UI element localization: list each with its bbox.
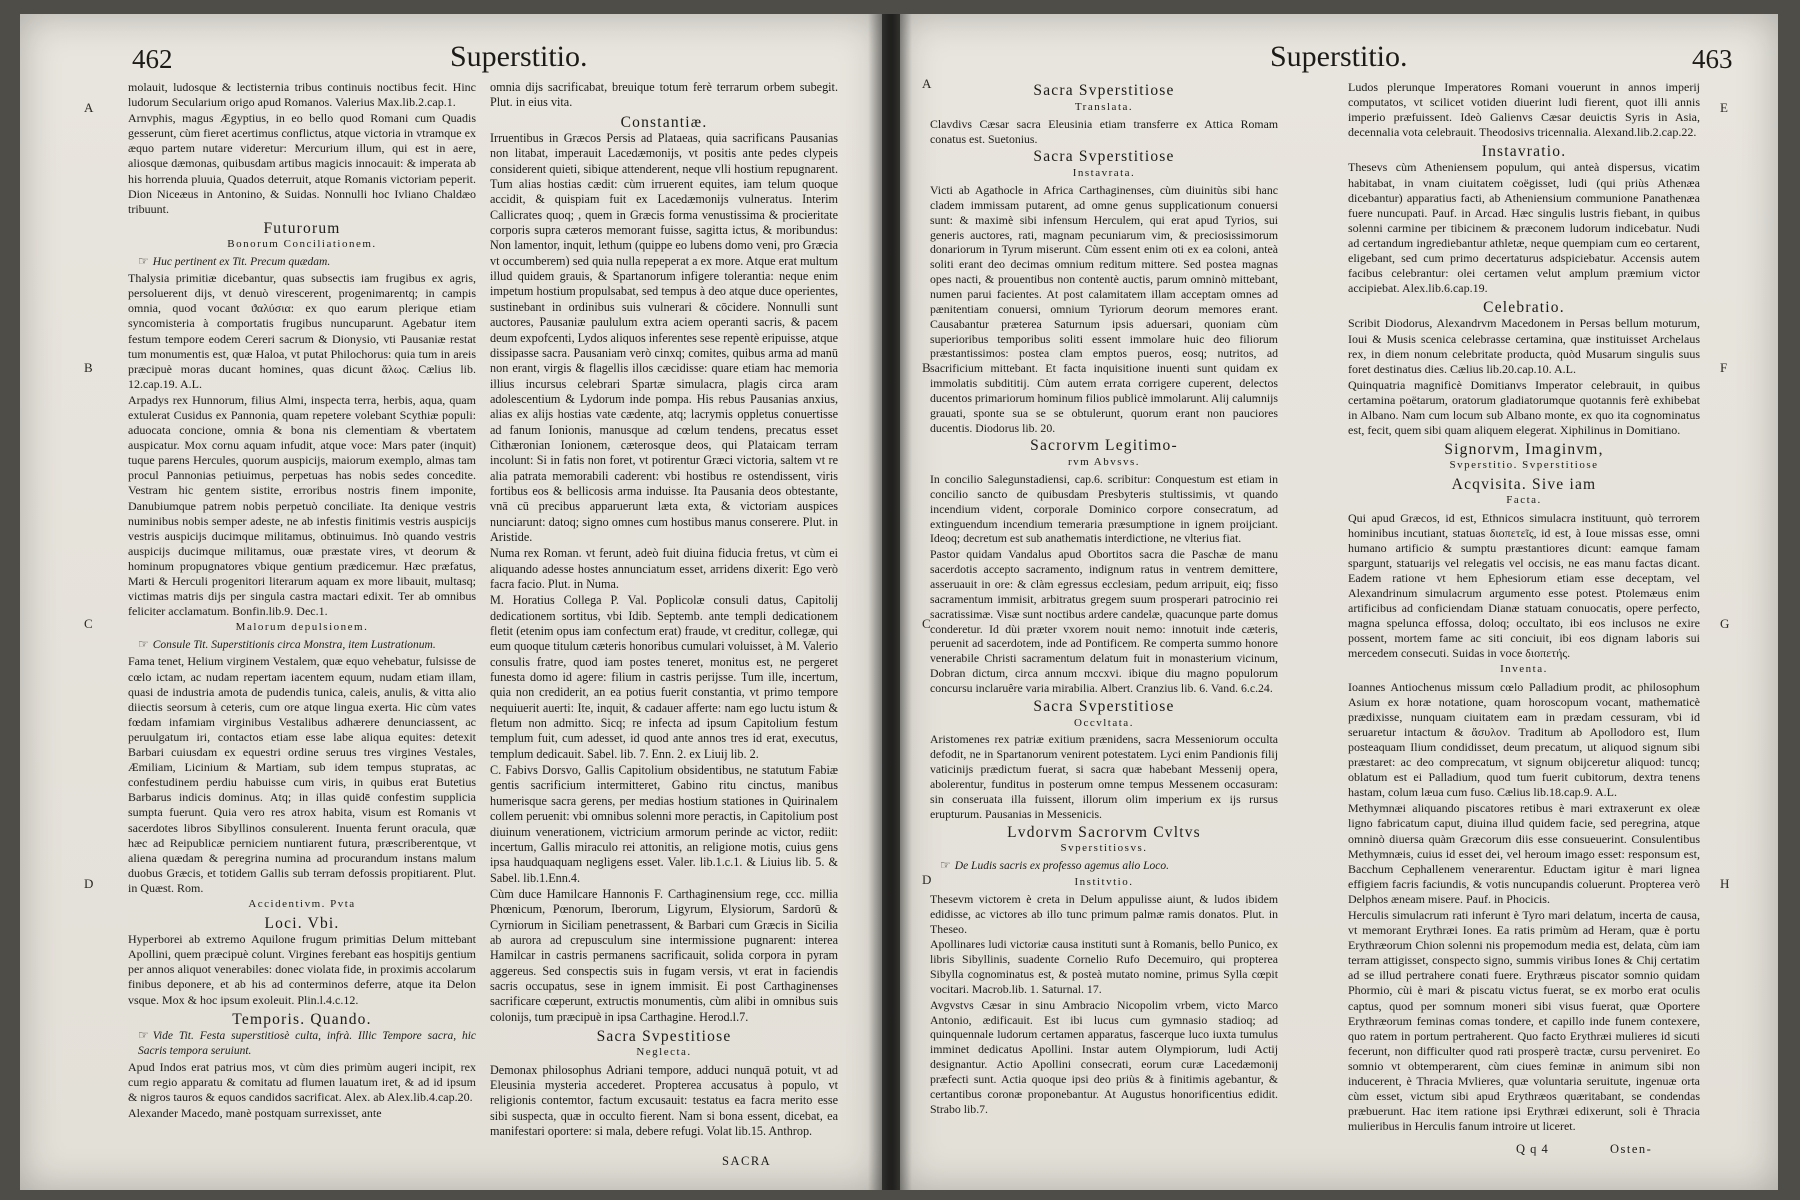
left-column-2 [490, 80, 838, 1140]
paragraph: Irruentibus in Græcos Persis ad Plataeas, quia sacrificans Pausanias non litabat, imperauit Lacedæmonijs, vt positis ante pedes clypeis considerent quieti, sibique attenderent, neque vlli hostium repugnarent. Tum alias hostias cædit: cùm irruerent equites, iam telum quoque accidit, & quispiam fuit ex Lacedæmonijs vulneratus. Interim Callicrates quoq; , quem in Græcis forma venustissima & procieritate corporis supra cæteros memorant fuisse, sagitta ictus, & moribundus: Non lamentor, inquit, lethum (quippe eo lubens domo veni, pro Græcia vt occumberem) sed quia nulla repeperat a ex more. Atque erat multum illud quidem grauis, & Spartanorum infigere tolerantia: neque enim impetum hostium propulsabat, sed tempus à deo atque duce operientes, sustinebant in ordinibus suis vulnerari & cōcidere. Nonnulli sunt auctores, Pausaniæ paululum extra aciem operanti sacris, & pacem deum expofcenti, Lydos aliquos inferentes sese repentè eripuisse, atque dissipasse sacra. Pausaniam verò cinxq; comites, quibus arma ad manū non erant, virgis & flagellis illos cæcidisse: quare etiam hac memoria illius incursus celebrari Spartæ simulacra, plagis circa aram adolescentium & Lydorum inde pompa. His rebus Pausanias anxius, alias ex alijs hostias vate cædente, atq; lacrymis oppletus conuertisse ad fanum Ionionis, manusque ad cœlum tendens, precatus esset Cithæronian Ionionem, cæterosque deos, qui Plataicam terram incolunt: Si in fatis non foret, vt potirentur Græci victoria, saltem vt re alia patrata memorabili caderent: vbi hostibus re ostendissent, viris fortibus eos & bellicosis arma induisse. Ita Pausania deos obtestante, vnā cū precibus apparuerunt læta exta, & victoriam auspices nunciarunt: datoq; signo omnes cum hostibus manus conserere. Plut. in Aristide. [490, 131, 838, 544]
paragraph: Avgvstvs Cæsar in sinu Ambracio Nicopolim vrbem, victo Marco Antonio, ædificauit. Est ibi lucus cum gymnasio stadioq; ad quinquennale ludorum certamen apparatus, fascerque luco iuxta tumulus imminet dedicatus Apollini. Instar autem Olympiorum, ludi Actij designantur. Actio Apollini consecrati, eorum curæ Lacedæmonij præfecti sunt. Actia quoque ipsi deo priùs & à finitimis agebantur, & certantibus coronæ proponebantur. At Augustus honorificentius edidit. Strabo lib.7. [930, 997, 1278, 1116]
paragraph: Pastor quidam Vandalus apud Obortitos sacra die Paschæ de manu sacerdotis accepto sacramento, indignum ratus in ventrem demittere, asseruauit in ore: & clàm egressus ecclesiam, pedum arripuit, eiq; fisso sacramentum immisit, arbitratus gregem suum prosperari patrocinio rei sacratissimæ. Visæ sunt noctibus ardere candelæ, quacunque parte domus conderetur. Id dùi præter vxorem nouit nemo: innotuit inde cæteris, peruenit ad sacerdotem, inde ad Pontificem. Re comperta summo honore venerabile Christi sacramentum delatum fuit in monasterium vicinum, Dobran dictum, circa annum mccxvi. ibique diu magno populorum concursu inclaruêre varia mirabilia. Albert. Cranzius lib. 6. Vand. 6.c.24. [930, 547, 1278, 695]
paragraph: Thalysia primitiæ dicebantur, quas subsectis iam frugibus ex agris, persoluerent dijs, vt denuò virescerent, progenimarentq; in campis omnia, quod vocant ϑαλύσια: ex quo earum plerique etiam syncomisteria à comportatis frugibus nuncuparunt. Agebatur item festum tempore eodem Cereri sacrum & Dionysio, vti Pausaniæ restat tum monumentis est, quæ Haloa, vt putat Philochorus: quia tum in areis præcipuè moras ducant homines, quas dicunt ἅλως. Cælius lib. 12.cap.19. A.L. [128, 271, 476, 391]
pointing-hand-icon: ☞ [940, 858, 951, 873]
outer-letter-g: G [1720, 616, 1730, 631]
section-subheading: Institvtio. [1074, 876, 1134, 889]
paragraph: molauit, ludosque & lectisternia tribus continuis noctibus fecit. Hinc ludorum Secularium origo apud Romanos. Valerius Max.lib.2.cap.1. [128, 80, 476, 110]
section-subheading: rvm Abvsvs. [1067, 456, 1141, 469]
left-catchword: SACRA [722, 1154, 772, 1168]
section-heading: Futurorum [263, 219, 341, 237]
paragraph: Hyperborei ab extremo Aquilone frugum primitias Delum mittebant Apollini, quem præcipuè colunt. Virgines ferebant eas hospitijs gentium per annos aliquot venerabiles: donec violata fide, in proximis accolarum finibus deponere, et ab his ad conterminos deferre, atque ita Delon vsque. Mox & hoc ipsum exoleuit. Plin.l.4.c.12. [128, 932, 476, 1007]
section-heading: Lvdorvm Sacrorvm Cvltvs [1007, 823, 1201, 841]
right-page [900, 14, 1778, 1190]
inner-letter-a: A [922, 76, 932, 91]
note-text: Huc pertinent ex Tit. Precum quædam. [152, 256, 331, 269]
pointing-hand-icon: ☞ [138, 1027, 149, 1042]
paragraph: Methymnæi aliquando piscatores retibus è mari extraxerunt ex oleæ ligno fabricatum caput, diuina illud quidem facie, sed peregrina, atque omninò diuersa quàm Græcorum diis esse consueuerint. Consulentibus Methymnæis, cuius id esset dei, vel heroum imago esset: responsum est, Bacchum Cephallenem venerarentur. Eductam igitur è mari lignea effigiem facris faciundis, & votis nuncupandis coluerunt. Propterea verò Delphos æneam misere. Pauf. in Phocicis. [1348, 801, 1700, 906]
section-heading: Acqvisita. Sive iam [1451, 476, 1597, 494]
section-heading: Sacra Svperstitiose [1033, 82, 1175, 99]
paragraph: omnia dijs sacrificabat, breuique totum ferè terrarum orbem subegit. Plut. in eius vita. [490, 80, 838, 110]
paragraph: In concilio Salegunstadiensi, cap.6. scribitur: Conquestum est etiam in concilio sancto de quibusdam Presbyteris stultissimis, vt quando incendium vident, corporale Dominico corpore consecratum, ad extinguendum incendium temeraria præsumptione in ignem proijciant. Ideoq; decretum est sub anathematis interdictione, ne vlterius fiat. [930, 472, 1278, 546]
cross-reference-note [128, 254, 476, 270]
section-heading: Instavratio. [1481, 143, 1567, 161]
inner-letter-c: C [922, 616, 931, 631]
margin-letter-d: D [84, 876, 94, 891]
inner-letter-d: D [922, 872, 932, 887]
note-text: Vide Tit. Festa superstitiosè culta, infrà. Illic Tempore sacra, hic Sacris tempora seruiunt. [138, 1029, 476, 1057]
right-column-2 [1348, 80, 1700, 1135]
signature-mark: Q q 4 [1516, 1142, 1549, 1156]
paragraph: M. Horatius Collega P. Val. Poplicolæ consuli datus, Capitolij dedicationem sortitus, vbi Idib. Septemb. ante templi dedicationem fletit (etenim opus iam confectum erat) fraude, vt creditur, collegæ, qui eum quoque titulum cæteris honoribus cumulari voluisset, à M. Valerio consulis fratre, quod iam postes teneret, monitus est, ne pergeret funesta domo id agere: filium in castris perijsse. Tum ille, incertum, quia non crediderit, an ea potius fuerit constantia, vt primo tempore nequiuerit auerti: Ite, inquit, & cadauer afferte: nam ego luctu istum & fletum non admitto. Sicq; re infecta ad ipsum Capitolium festum templum fuit, cum adesset, id quod ante annos tres id erat, executus, templum dedicauit. Sabel. lib. 7. Enn. 2. ex Liuij lib. 2. [490, 593, 838, 761]
section-subheading: Malorum depulsionem. [235, 621, 369, 634]
section-subheading: Neglecta. [636, 1046, 692, 1059]
section-subheading: Occvltata. [1074, 716, 1134, 729]
paragraph: Fama tenet, Helium virginem Vestalem, quæ equo vehebatur, fulsisse de cœlo ictam, ac nudam repertam iacentem equum, nudam etiam illam, quasi de industria amota de pudendis tunica, caleis, anulis, & vitta alio diiectis seorsum à ceteris, cum ore atque lingua exerta. Hic cùm vates fœdam infamiam virginibus Vestalibus adhærere denunciassent, ac peruulgatum iri, contactos etiam esse labe aliqua equites: detexit Barbari cuiusdam ex equestri ordine seruus tres virgines Vestales, Æmiliam, Licinium & Martiam, sub idem tempus stupratas, ac confestudinem perdiu habuisse cum viris, in quibus erat Butetius Barbarus indicis dominus. Atq; in illas quidē confestim supplicia sumpta fuerunt. Quia vero res atrox habita, visum est Romanis vt sacerdotes libros Sibyllinos consulerent. Inuenta ferunt oracula, quæ hæc ad Reipublicæ perniciem nuntiarent futura, præscriberentque, vt aliena quædam & peregrina numina ad procurandum instans malum duobus Græcis, et totidem Gallis sub terram defossis propitiarent. Plut. in Quæst. Rom. [128, 654, 476, 895]
outer-letter-f: F [1720, 360, 1728, 375]
paragraph: Scribit Diodorus, Alexandrvm Macedonem in Persas bellum moturum, Ioui & Musis scenica celebrasse certamina, quæ instituisset Archelaus rex, in diem nonum celebritate producta, quòd Musarum singulis suus foret destinatus dies. Cælius lib.20.cap.10. A.L. [1348, 316, 1700, 376]
section-heading: Temporis. Quando. [232, 1010, 372, 1028]
section-heading: Loci. Vbi. [264, 915, 340, 933]
section-heading: Celebratio. [1483, 299, 1565, 317]
outer-letter-h: H [1720, 876, 1730, 891]
right-catchword: Osten- [1610, 1142, 1653, 1156]
inner-letter-b: B [922, 360, 931, 375]
section-heading: Constantiæ. [620, 113, 708, 131]
note-text: De Ludis sacris ex professo agemus alio Loco. [954, 860, 1169, 873]
right-running-head: Superstitio. [1270, 40, 1408, 73]
paragraph: Herculis simulacrum rati inferunt è Tyro mari delatum, incerta de causa, vt memorant Erythræi Iones. Ea ratis primùm ad Heram, quæ è portu Erythræorum Chion solenni nis propemodum media est, delata, cùm iam terram attigisset, conspecto signo, summis viribus Iones & Chij certatim ad se illud pertrahere conati fuere. Erythræus piscator somnio quidam Phormio, cùi è mari & piscatu victus fuerat, se ex morbo erat oculis captus, quod per somnum moneri sibi visus fuerat, quæ Oportere Erythræorum feminas comas tondere, et capillo inde funem contexere, quo ratem in portum pertraherent. Quo facto Erythræi mulieres id sicuti fecerunt, non difficulter quod rati prosperè tractæ, cursu perveniret. Eo somnio vt obtemperarent, cùm ciues feminæ in animum sibi non inducerent, è Thracia Mvlieres, quæ voluntaria seruitute, ingenuæ orta cùm esset, victum sibi apud Erythræos quæritabant, se condendas præbuerunt. Hac item ratione ipsi Erythræi edixerunt, soli è Thracia mulieribus in Herculis fanum introire ut liceret. [1348, 907, 1700, 1134]
paragraph: Arnvphis, magus Ægyptius, in eo bello quod Romani cum Quadis gesserunt, cùm fieret acertimus conflictus, atque victoria in vtramque ex æquo partem nutare videretur: Mercurium illum, qui est in aere, aliosque dæmonas, quibusdam artibus magicis innocauit: & imperata ab his horrenda pluuia, Quados deterruit, atque Romanis victoriam peperit. Dion Niceæus in Antonino, & Suidas. Nonnulli hoc Ivliano Chaldæo tribuunt. [128, 111, 476, 216]
cross-reference-note [930, 858, 1278, 874]
section-heading: Signorvm, Imaginvm, [1444, 441, 1604, 459]
paragraph: Clavdivs Cæsar sacra Eleusinia etiam transferre ex Attica Romam conatus est. Suetonius. [930, 116, 1278, 146]
left-running-head: Superstitio. [450, 40, 588, 73]
section-subheading: Accidentivm. Pvta [248, 897, 356, 910]
paragraph: Victi ab Agathocle in Africa Carthaginenses, cùm diuinitùs sibi hanc cladem immissam putarent, ad omne genus supplicationum conuersi sunt: & maximè sibi infensum Herculem, qui erat apud Tyrios, sui generis auctores, rati, magnam pecuniarum vim, & preciosissimorum donariorum in Tyrum miserunt. Cùm essent enim oti ex ea coloni, anteà soliti erant deo decimas omnium reditum mittere. Sed postea magnas opes nacti, & prouentibus non contentè auctis, parum omninò mittebant, numen parui facientes. At post calamitatem illam acceptam omnes ad pænitentiam conuersi, omnium Tyriorum deorum memores erant. Causabantur præterea Saturnum ipsis aduersari, quoniam cùm superioribus temporibus soliti essent immolare huic deo filiorum præstantissimos: postea clam emptos pueros, eosq; nutritos, ad sacrificium mittebant. Et facta inquisitione inuenti sunt quidam ex immolatis subdititij. Cùm autem errata corrigere cuperent, delectos ducentos primariorum hominum filios publicè immolarunt. Alij calumnijs grauati, sponte sua se se obtulerunt, quorum erant non pauciores ducentis. Diodorus lib. 20. [930, 183, 1278, 435]
section-subheading: Facta. [1506, 494, 1542, 507]
note-text: Consule Tit. Superstitionis circa Monstra, item Lustrationum. [152, 639, 436, 652]
section-subheading: Translata. [1074, 100, 1134, 113]
section-heading: Sacra Svperstitiose [1033, 697, 1175, 715]
section-heading: Sacra Svperstitiose [1033, 148, 1175, 166]
section-subheading: Svperstitio. Svperstitiose [1449, 459, 1599, 472]
paragraph: Arpadys rex Hunnorum, filius Almi, inspecta terra, herbis, aqua, quam extulerat Cusidus ex Pannonia, quam repetere volebant Scythiæ populi: aduocata concione, omnia & bona nis clementiam & vbertatem auspicatur. Mox cornu aquam infudit, atque voce: Mars pater (inquit) tuque parens Hercules, quorum auspicijs, maiorum exemplo, almas tam procul Pannonias petiuimus, perpetuas has nobis sedes concedite. Vestram hic gentem sistite, erroribus nostris finem imponite, Danubiumque patrem nobis perpetuò conciliate. Ita denique vestris numinibus nobis semper adeste, ne ab infestis finitimis vestris auspicijs vestris auspicijs ducimque militamus, obtinuimus. Inò quando vestris auspicijs ducimque militamus, ouæ præstate vires, vt deorum & hominum propugnatores vbique gentium prædicemur. Hæc præfatus, Marti & Herculi progenitori literarum aquam ex more libauit, multasq; victimas matris dijs per singula castra mactari edixit. Ter ab omnibus feliciter acclamatum. Bonfin.lib.9. Dec.1. [128, 392, 476, 619]
paragraph: Ioannes Antiochenus missum cœlo Palladium prodit, ac philosophum Asium ex horæ notatione, quam horoscopum vocant, mathematicè prædixisse, nunquam ciuitatem eam in prædam cessuram, vbi id seruaretur intactum & ἄσυλον. Traditum ab Apollodoro est, Ilum posteaquam Ilium condidisset, deum precatum, ut aliquod signum sibi præstaret: ac deo comprecatum, vt signum obijceretur aliquod: tuncq; oblatum est ei Palladium, quod tum fuerit cubitorum, dextra tenens hastam, colum læua cum fuso. Cælius lib.18.cap.9. A.L. [1348, 679, 1700, 800]
paragraph: Qui apud Græcos, id est, Ethnicos simulacra instituunt, quò terrorem hominibus incutiant, statuas διοπετεῖς, id est, à Ioue missas esse, omni humano artificio & sumptu præstantiores dicunt: eamque famam spargunt, statuarijs vel relegatis vel occisis, ne eas manu factas dicant. Eadem ratione vt hem Ephesiorum etiam esse deceptam, vel Alexandrinum simulacrum argumento esse potest. Ptolemæus enim artificibus ad conficiendam Dianæ statuam conuocatis, opere perfecto, magna spelunca effossa, doloq; occultato, ibi eos inclusos ne exire possent, mortem fame ac siti conciuit, ibi eos dignam laboris sui mercedem consecuti. Suidas in voce διοπετής. [1348, 510, 1700, 661]
margin-letter-c: C [84, 616, 93, 631]
section-subheading: Instavrata. [1072, 167, 1136, 180]
paragraph: Demonax philosophus Adriani tempore, adduci nunquā potuit, vt ad Eleusinia mysteria accederet. Propterea accusatus à populo, vt religionis contemtor, factum excusauit: testatus ea facra merito esse sibi suspecta, quæ in occulto fierent. Nam si bona essent, dicebat, ea manifestari oportere: si mala, debere refugi. Volat lib.15. Anthrop. [490, 1062, 838, 1139]
section-subheading: Svperstitiosvs. [1060, 842, 1148, 855]
paragraph: Apollinares ludi victoriæ causa instituti sunt à Romanis, bello Punico, ex libris Sibyllinis, suadente Cornelio Rufo Decemuiro, qui propterea Sibylla cognominatus est, & posteà mutato nomine, primus Sylla cœpit vocitari. Macrob.lib. 1. Saturnal. 17. [930, 937, 1278, 996]
section-heading: Sacrorvm Legitimo- [1030, 437, 1178, 455]
paragraph: Thesevm victorem è creta in Delum appulisse aiunt, & ludos ibidem edidisse, ac victores ab illo tunc primum palmæ ramis donatos. Plut. in Theseo. [930, 891, 1278, 936]
section-heading: Sacra Svpestitiose [596, 1027, 732, 1045]
pointing-hand-icon: ☞ [138, 637, 149, 652]
left-column-1 [128, 80, 476, 1122]
left-page-number: 462 [132, 44, 173, 74]
paragraph: Numa rex Roman. vt ferunt, adeò fuit diuina fiducia fretus, vt cùm ei aliquando adesse hostes annunciatum esset, arridens dixerit: Ego verò facra facio. Plut. in Numa. [490, 546, 838, 591]
right-column-1 [930, 80, 1278, 1118]
paragraph: Thesevs cùm Atheniensem populum, qui anteà dispersus, vicatim habitabat, in vnam ciuitatem coëgisset, ludi (qui priùs Athenæa dicebantur) apparatius facti, ab Atheniensium communione Panathenæa fuere nuncupati. Pauf. in Arcad. Hæc singulis lustris fiebant, in quibus solenni carmine per tibicinem & præconem ludorum indicebatur. Nudi ad certandum ingrediebantur athletæ, neque quempiam cum eo certarent, eligebant, sed cum primo decertaturus adspiciebatur. Accensis autem facibus celebrantur: olei certamen velut amplum præmium victor accipiebat. Alex.lib.6.cap.19. [1348, 160, 1700, 296]
right-page-number: 463 [1692, 44, 1733, 74]
section-subheading: Inventa. [1500, 663, 1548, 676]
paragraph: Aristomenes rex patriæ exitium prænidens, sacra Messeniorum occulta defodit, ne in Spartanorum venirent potestatem. Lyci enim Pandionis filij vaticinijs prædictum fuerat, si sacra quæ habebant Messenij opera, abolerentur, funditus in posterum omne tempus Messenem occasuram: sin conseruata illa fuissent, illorum olim imperium ex ijs rursus erupturum. Pausanias in Messenicis. [930, 732, 1278, 821]
outer-letter-e: E [1720, 100, 1728, 115]
paragraph: Ludos plerunque Imperatores Romani vouerunt in annos imperij computatos, vt scilicet votiden diuerint ludi fierent, quot illi annis imperio præfuissent. Ideò Galienvs Cæsar deuictis Syris in Asia, decennalia vota celebrauit. Theodosivs tricennalia. Alexand.lib.2.cap.22. [1348, 80, 1700, 140]
paragraph: Cùm duce Hamilcare Hannonis F. Carthaginensium rege, ccc. millia Phœnicum, Pœnorum, Iberorum, Ligyrum, Elysiorum, Sardorū & Cyrniorum in Siciliam penetrassent, & Barbari cum Græcis in Sicilia ab aurora ad crepusculum sine intermissione pugnarent: interea Hamilcar in castris permanens sacrificauit, solida corpora in pyram aggereus. Sed conspectis suis in fugam versis, vt erat in faciendis sacris occupatus, sese in ignem immisit. Ei post Carthaginenses sacrificare cœperunt, extructis monumentis, cùm alibi in omnibus suis colonijs, tum præcipuè in ipsa Carthagine. Herod.l.7. [490, 886, 838, 1024]
margin-letter-b: B [84, 360, 93, 375]
pointing-hand-icon: ☞ [138, 254, 149, 269]
cross-reference-note [128, 637, 476, 653]
paragraph: Apud Indos erat patrius mos, vt cùm dies primùm augeri incipit, rex cum regio apparatu & comitatu ad flumen lauatum iret, & ad id ipsum & nigros tauros & equos candidos sacrificat. Alex. ab Alex.lib.4.cap.20. [128, 1059, 476, 1105]
cross-reference-note [128, 1028, 476, 1059]
left-page [20, 14, 882, 1190]
margin-letter-a: A [84, 100, 94, 115]
section-subheading: Bonorum Conciliationem. [227, 237, 377, 250]
book-gutter [868, 14, 912, 1190]
paragraph: C. Fabivs Dorsvo, Gallis Capitolium obsidentibus, ne statutum Fabiæ gentis sacrificium intermitteret, Gabino ritu cinctus, manibus humerisque sacra gerens, per medias hostium stationes in Quirinalem collem peruenit: vbi omnibus solenni more peractis, in Capitolium post diuinum venerationem, victricium armorum perinde ac victor, rediit: incertum, Gallis miraculo rei attonitis, an religione motis, cuius gens ipsa haudquaquam negligens esset. Valer. lib.1.c.1. & Liuius lib. 5. & Sabel. lib.1.Enn.4. [490, 763, 838, 885]
paragraph: Quinquatria magnificè Domitianvs Imperator celebrauit, in quibus certamina poëtarum, oratorum gladiatorumque quotannis ferè exhibebat in Albano. Nam cum locum sub Albano monte, ex quo ita cognominatus est, fecit, quem sibi quam aliquem elegerat. Xiphilinus in Domitiano. [1348, 377, 1700, 438]
paragraph: Alexander Macedo, manè postquam surrexisset, ante [128, 1106, 382, 1121]
